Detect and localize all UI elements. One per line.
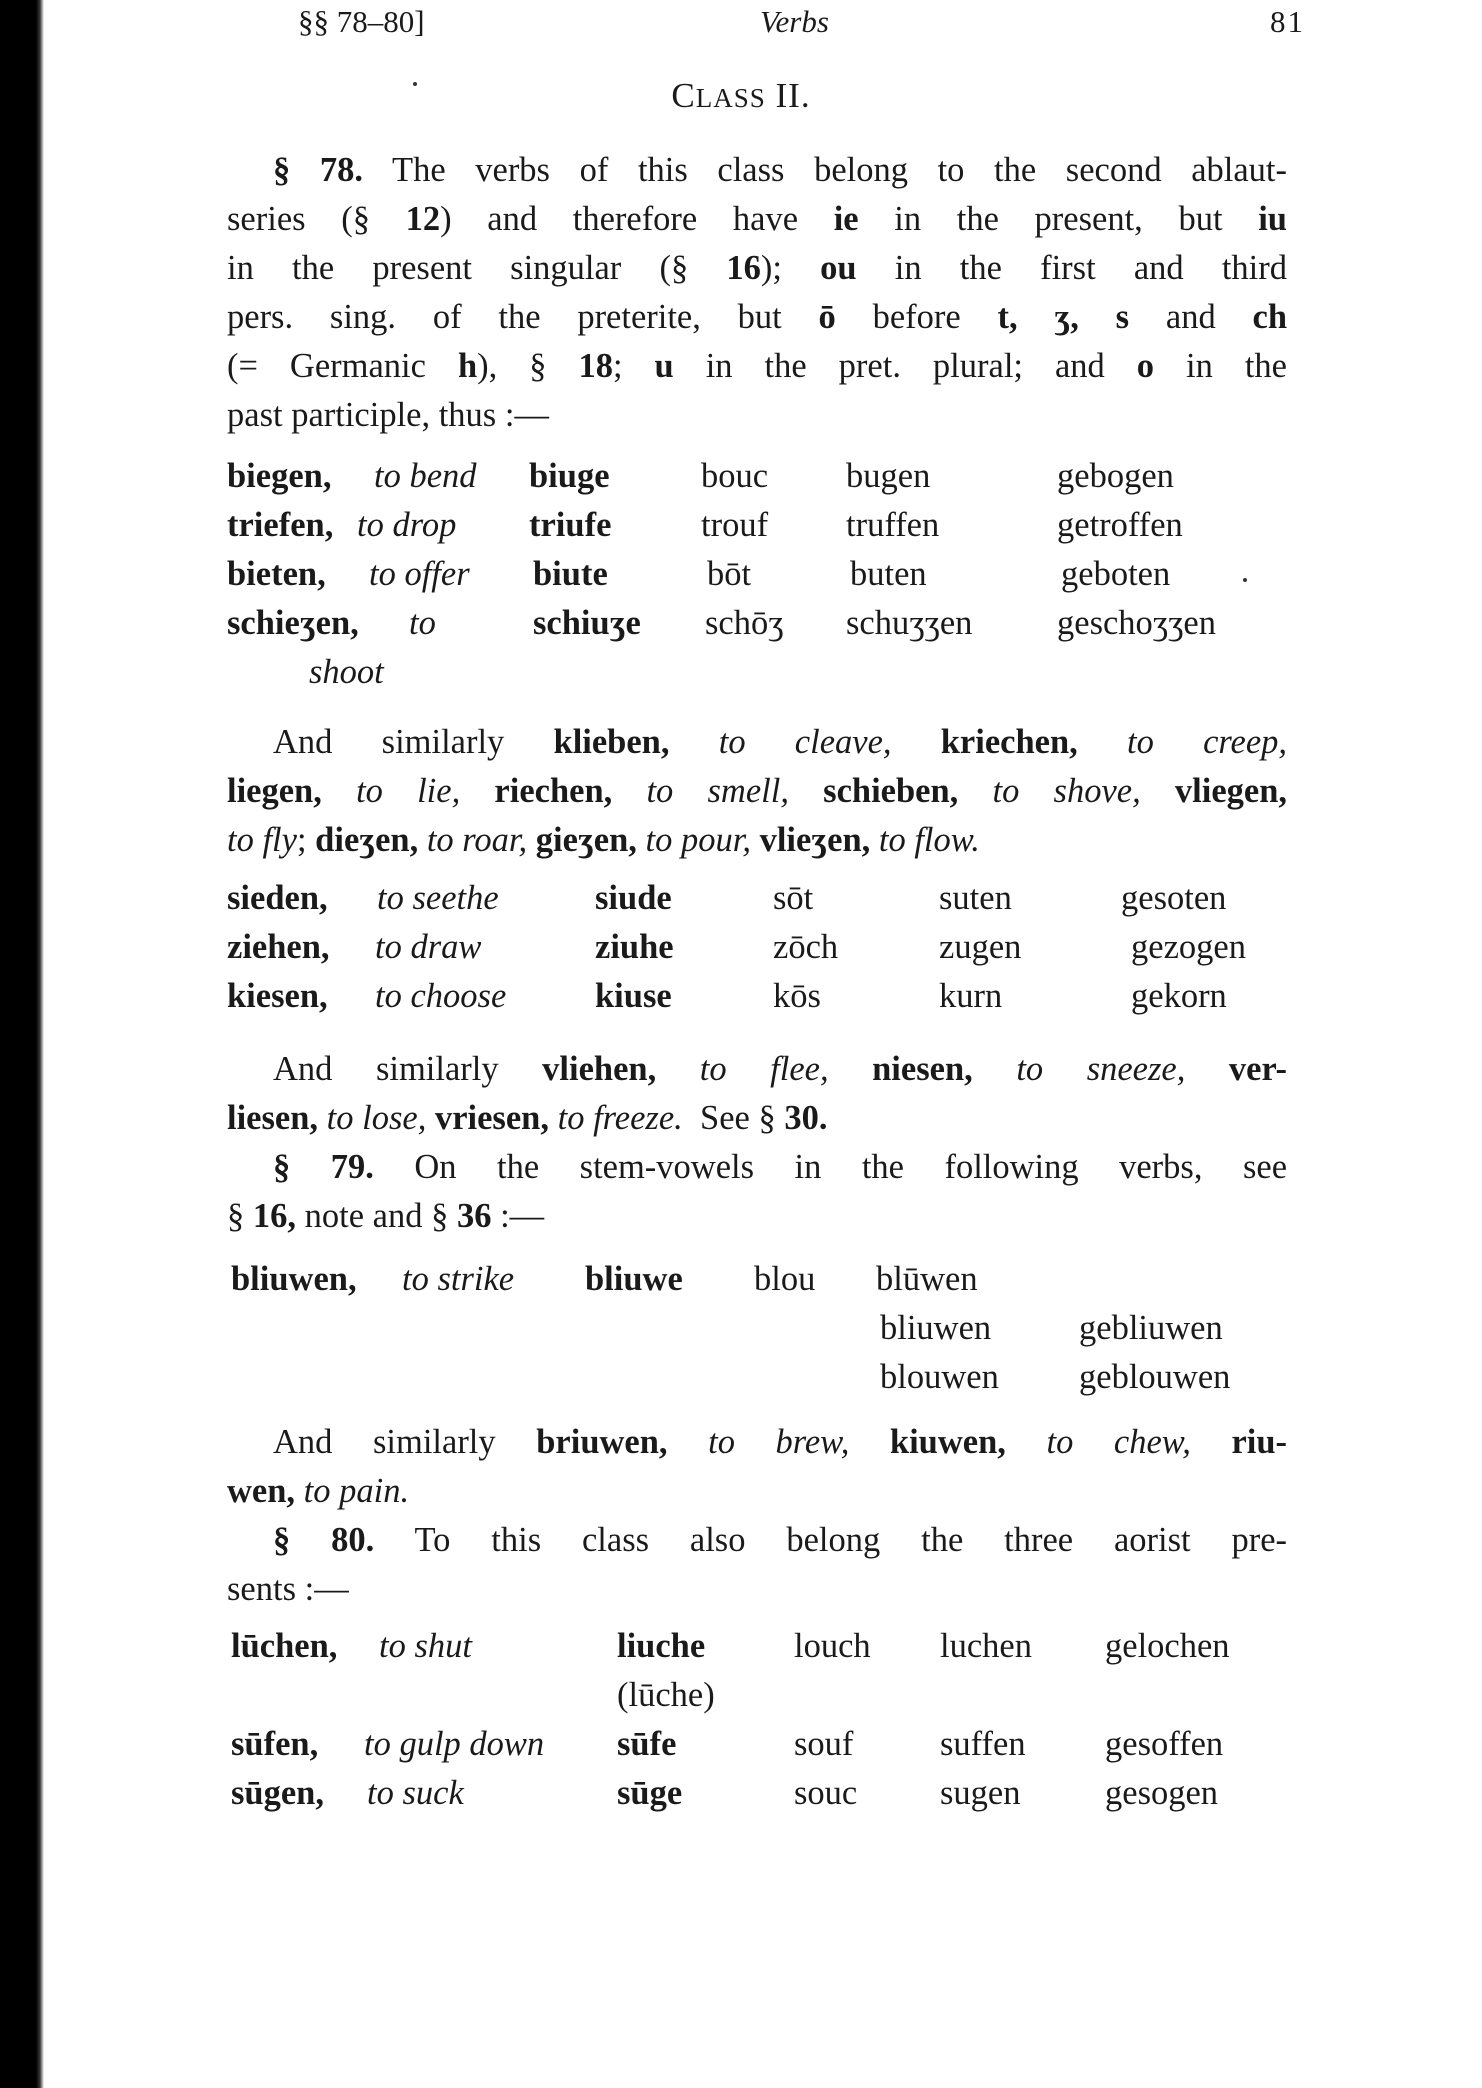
text-fragment: kiuwen, — [889, 1423, 1006, 1461]
text-fragment: niesen, — [872, 1050, 973, 1088]
page-number: 81 — [1270, 4, 1305, 39]
text-fragment: schieʒen, — [227, 604, 359, 642]
text-fragment: triufe — [529, 506, 612, 544]
text-fragment: to pour, — [645, 821, 751, 859]
text-line — [227, 195, 1287, 244]
text-fragment: bugen — [846, 457, 931, 495]
text-fragment: to fly — [227, 821, 297, 859]
text-fragment: louch — [794, 1627, 871, 1665]
text-fragment: in the — [1154, 347, 1287, 385]
text-fragment: biegen, — [227, 457, 332, 495]
text-fragment: sūge — [617, 1774, 683, 1812]
text-fragment: 30. — [784, 1099, 828, 1137]
print-speck — [1243, 578, 1247, 582]
text-fragment: vlieʒen, — [759, 821, 871, 859]
text-fragment: to offer — [369, 555, 470, 593]
text-fragment: to drop — [357, 506, 457, 544]
text-fragment: shoot — [309, 653, 384, 691]
text-line — [227, 767, 1287, 816]
text-fragment: to gulp down — [364, 1725, 545, 1763]
text-fragment: gesoten — [1121, 879, 1227, 917]
text-line — [227, 1045, 1287, 1094]
text-fragment: (lūche) — [617, 1676, 715, 1714]
text-fragment: 36 — [456, 1197, 492, 1235]
text-fragment: gebogen — [1057, 457, 1174, 495]
text-fragment: ie — [833, 200, 859, 238]
text-fragment: to bend — [374, 457, 477, 495]
text-fragment: geschoʒʒen — [1057, 604, 1216, 642]
text-fragment: to smell, — [646, 772, 789, 810]
text-fragment: u — [654, 347, 674, 385]
text-fragment: ), § — [477, 347, 579, 385]
similar-verbs-1 — [227, 718, 1287, 865]
text-fragment: suffen — [940, 1725, 1026, 1763]
text-fragment: to lose, — [326, 1099, 427, 1137]
text-fragment: sūgen, — [231, 1774, 324, 1812]
text-line — [227, 293, 1287, 342]
text-fragment: 16 — [726, 249, 761, 287]
text-fragment: to lie, — [356, 772, 461, 810]
text-fragment: kōs — [773, 977, 821, 1015]
text-fragment: gebliuwen — [1079, 1309, 1223, 1347]
text-fragment: to cleave, — [718, 723, 892, 761]
text-fragment: 18 — [578, 347, 613, 385]
text-fragment: before — [835, 298, 998, 336]
text-line — [227, 816, 1287, 865]
text-fragment: ziehen, — [227, 928, 330, 966]
text-fragment: sugen — [940, 1774, 1021, 1812]
text-fragment: § 80. — [273, 1521, 375, 1559]
text-fragment: truffen — [846, 506, 940, 544]
text-fragment: souc — [794, 1774, 858, 1812]
text-fragment: t, ʒ, s — [997, 298, 1130, 336]
text-fragment: schiuʒe — [533, 604, 641, 642]
text-line — [227, 1418, 1287, 1467]
text-fragment: gezogen — [1131, 928, 1246, 966]
text-fragment: in the present singular (§ — [227, 249, 727, 287]
text-line — [227, 1143, 1287, 1192]
text-fragment: biute — [533, 555, 608, 593]
paragraph-80 — [227, 1516, 1287, 1614]
text-fragment: gesoffen — [1105, 1725, 1224, 1763]
text-line: past participle, thus :— — [227, 396, 549, 434]
text-fragment: sūfen, — [231, 1725, 319, 1763]
text-fragment: vriesen, — [434, 1099, 549, 1137]
text-fragment: biuge — [529, 457, 610, 495]
text-fragment: to draw — [375, 928, 482, 966]
text-fragment: ver- — [1228, 1050, 1287, 1088]
text-fragment: gieʒen, — [535, 821, 637, 859]
running-head — [0, 4, 1482, 44]
text-fragment: ch — [1252, 298, 1287, 336]
text-fragment: dieʒen, — [315, 821, 419, 859]
text-fragment: to creep, — [1127, 723, 1288, 761]
text-fragment: geblouwen — [1079, 1358, 1231, 1396]
text-fragment: § 78. — [273, 151, 363, 189]
text-fragment: schieben, — [823, 772, 959, 810]
text-fragment: schuʒʒen — [846, 604, 973, 642]
text-line — [227, 1192, 1287, 1241]
text-fragment: ou — [820, 249, 857, 287]
running-title: Verbs — [760, 4, 829, 39]
text-fragment: to shove, — [992, 772, 1141, 810]
text-fragment: And similarly — [273, 1050, 543, 1088]
text-fragment: sōt — [773, 879, 814, 917]
text-fragment: schōʒ — [705, 604, 784, 642]
text-fragment: zugen — [939, 928, 1022, 966]
text-fragment: bouc — [701, 457, 769, 495]
text-fragment: liegen, — [227, 772, 322, 810]
section-range: §§ 78–80] — [298, 4, 425, 39]
text-fragment: § 79. — [273, 1148, 374, 1186]
text-fragment: :— — [491, 1197, 545, 1235]
text-fragment: liuche — [617, 1627, 706, 1665]
text-fragment: in the present, but — [858, 200, 1259, 238]
text-fragment: liesen, — [227, 1099, 319, 1137]
text-fragment: to choose — [375, 977, 507, 1015]
text-fragment: kurn — [939, 977, 1003, 1015]
text-fragment: bliuwe — [585, 1260, 683, 1298]
text-fragment: to suck — [367, 1774, 464, 1812]
text-fragment: ) and therefore have — [440, 200, 834, 238]
text-fragment: in the pret. plural; and — [673, 347, 1137, 385]
text-fragment: to pain. — [303, 1472, 410, 1510]
text-fragment: C — [671, 76, 696, 115]
text-fragment: riu- — [1231, 1423, 1288, 1461]
text-fragment: bōt — [707, 555, 752, 593]
text-fragment: note and § — [296, 1197, 457, 1235]
text-fragment: And similarly — [273, 723, 554, 761]
text-fragment: to freeze. — [557, 1099, 683, 1137]
text-line — [227, 1094, 1287, 1143]
text-fragment: 12 — [405, 200, 441, 238]
text-fragment: blūwen — [876, 1260, 978, 1298]
text-fragment: gelochen — [1105, 1627, 1230, 1665]
text-fragment: trouf — [701, 506, 769, 544]
text-line — [227, 146, 1287, 195]
text-fragment: briuwen, — [536, 1423, 668, 1461]
text-fragment: series (§ — [227, 200, 406, 238]
text-fragment: h — [457, 347, 478, 385]
text-line — [227, 1467, 1287, 1516]
text-fragment: wen, — [227, 1472, 296, 1510]
text-fragment: blou — [754, 1260, 816, 1298]
text-fragment: to sneeze, — [1016, 1050, 1186, 1088]
text-fragment: vliegen, — [1174, 772, 1288, 810]
text-fragment: getroffen — [1057, 506, 1183, 544]
text-fragment: bliuwen — [880, 1309, 992, 1347]
text-fragment: zōch — [773, 928, 839, 966]
text-fragment: LASS — [695, 83, 766, 113]
text-fragment: 16, — [252, 1197, 296, 1235]
paragraph-79 — [227, 1143, 1287, 1241]
text-fragment: lūchen, — [231, 1627, 338, 1665]
text-fragment: bieten, — [227, 555, 326, 593]
text-fragment: klieben, — [553, 723, 670, 761]
text-fragment: On the stem-vowels in the following verbs, see — [373, 1148, 1288, 1186]
text-fragment: siude — [595, 879, 672, 917]
text-fragment: See § — [700, 1099, 785, 1137]
text-fragment: triefen, — [227, 506, 334, 544]
text-fragment: to shut — [379, 1627, 472, 1665]
text-fragment: sieden, — [227, 879, 328, 917]
text-fragment: geboten — [1061, 555, 1171, 593]
text-fragment: And similarly — [273, 1423, 537, 1461]
text-fragment: ziuhe — [595, 928, 674, 966]
text-fragment: ; — [296, 821, 316, 859]
text-fragment: vliehen, — [542, 1050, 657, 1088]
text-fragment: ); — [760, 249, 821, 287]
similar-verbs-3 — [227, 1418, 1287, 1516]
text-fragment: to seethe — [377, 879, 499, 917]
text-line — [227, 342, 1287, 391]
text-fragment: II. — [775, 76, 811, 115]
text-line: sents :— — [227, 1570, 349, 1608]
text-fragment: iu — [1258, 200, 1287, 238]
text-fragment: and — [1129, 298, 1253, 336]
text-fragment: kiesen, — [227, 977, 328, 1015]
text-fragment: (= Germanic — [227, 347, 458, 385]
text-fragment: ō — [818, 298, 836, 336]
text-line — [227, 244, 1287, 293]
text-fragment: to brew, — [708, 1423, 850, 1461]
text-fragment: riechen, — [494, 772, 613, 810]
text-fragment: to chew, — [1046, 1423, 1191, 1461]
text-fragment: pers. sing. of the preterite, but — [227, 298, 819, 336]
class-heading — [0, 76, 1482, 116]
text-fragment: blouwen — [880, 1358, 999, 1396]
text-fragment: bliuwen, — [231, 1260, 357, 1298]
text-fragment: kiuse — [595, 977, 672, 1015]
text-fragment: kriechen, — [940, 723, 1078, 761]
text-fragment: to — [409, 604, 436, 642]
text-fragment: ; — [612, 347, 655, 385]
text-fragment: The verbs of this class belong to the second ablaut- — [392, 151, 1288, 189]
text-fragment: o — [1136, 347, 1155, 385]
text-fragment: gekorn — [1131, 977, 1227, 1015]
text-fragment: in the first and third — [856, 249, 1288, 287]
text-fragment: luchen — [940, 1627, 1032, 1665]
text-line — [227, 1516, 1287, 1565]
paragraph-78 — [227, 146, 1287, 440]
text-fragment: gesogen — [1105, 1774, 1219, 1812]
text-fragment: To this class also belong the three aorist pre- — [374, 1521, 1287, 1559]
text-fragment: suten — [939, 879, 1012, 917]
text-fragment: to flee, — [699, 1050, 829, 1088]
text-fragment: to strike — [402, 1260, 515, 1298]
text-fragment: to roar, — [426, 821, 528, 859]
text-line — [227, 718, 1287, 767]
text-fragment: buten — [850, 555, 927, 593]
similar-verbs-2 — [227, 1045, 1287, 1143]
text-fragment: sūfe — [617, 1725, 677, 1763]
text-fragment: souf — [794, 1725, 854, 1763]
text-fragment: § — [227, 1197, 253, 1235]
text-fragment: to flow. — [878, 821, 980, 859]
